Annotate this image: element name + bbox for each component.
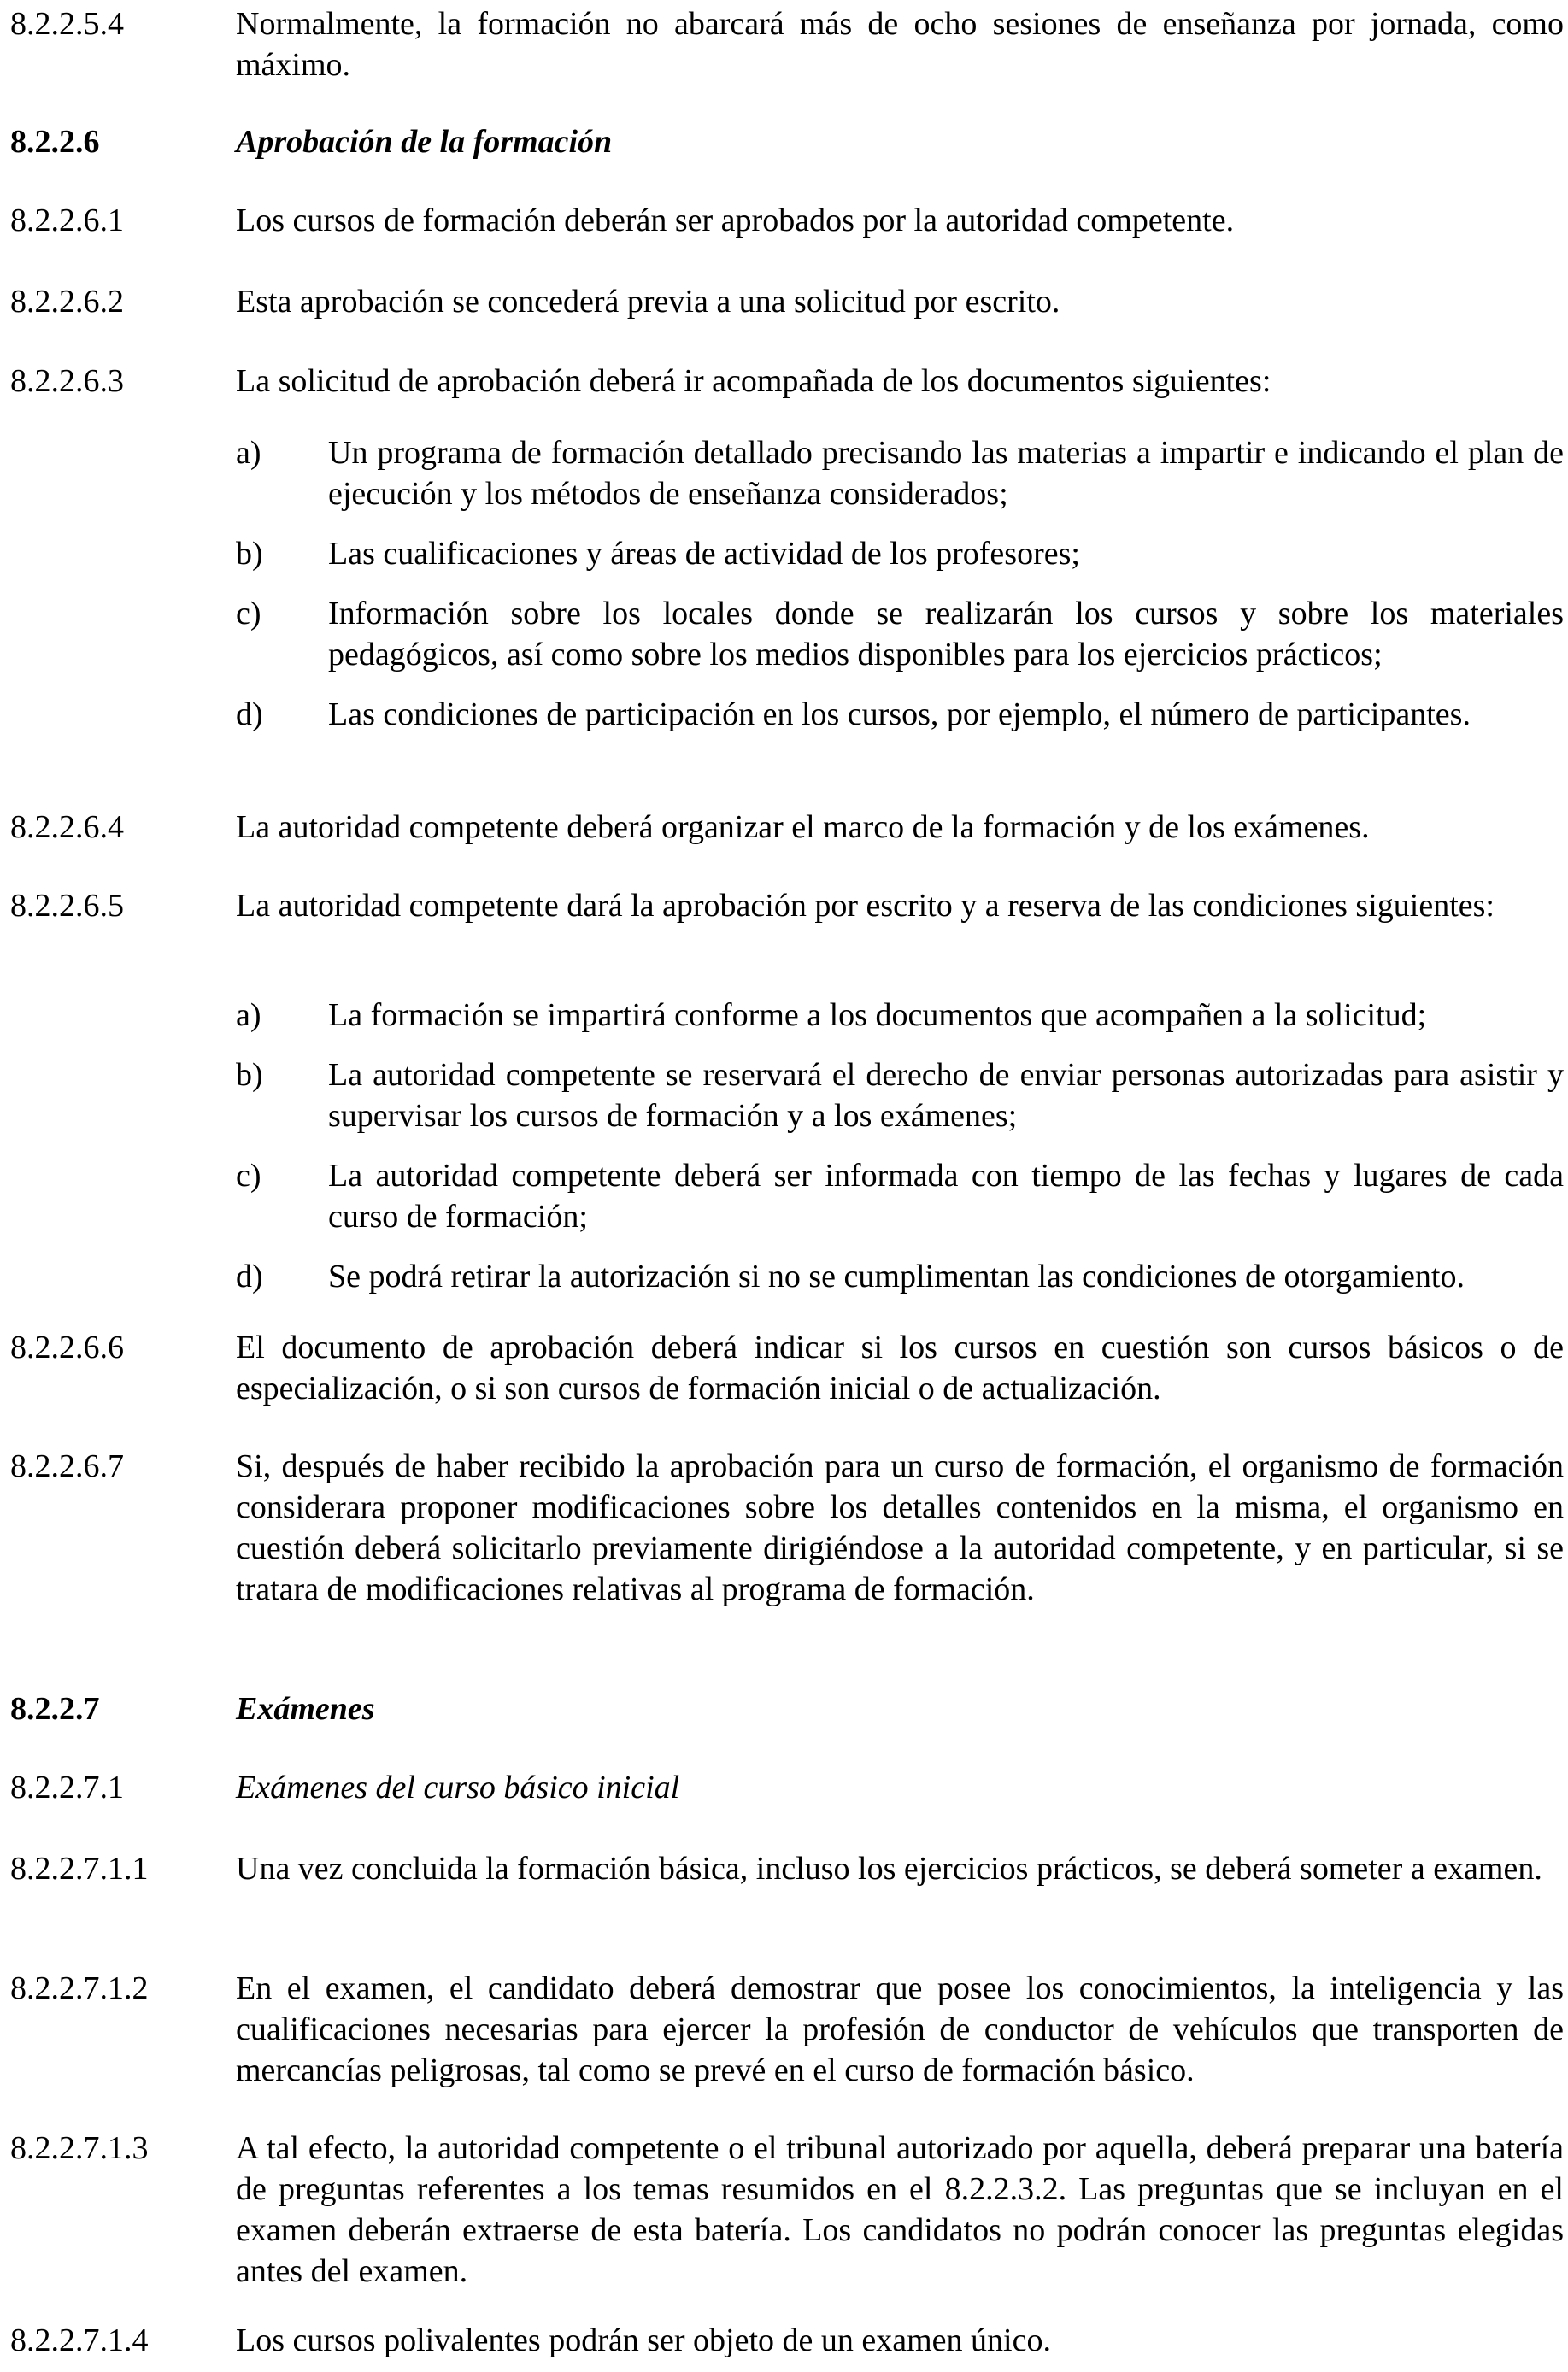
subsection-number: 8.2.2.7.1 (10, 1770, 124, 1805)
section-number: 8.2.2.6 (10, 124, 100, 160)
clause-8-2-2-6-6 (10, 1327, 1564, 1409)
clause-number: 8.2.2.6.1 (10, 203, 124, 238)
section-title: Aprobación de la formación (236, 124, 613, 160)
clause-8-2-2-6-1 (10, 200, 1564, 241)
clause-text: Los cursos polivalentes podrán ser objeto de un examen único. (236, 2322, 1051, 2358)
clause-8-2-2-6-7 (10, 1446, 1564, 1610)
section-title: Exámenes (236, 1691, 375, 1727)
clause-number: 8.2.2.7.1.4 (10, 2322, 149, 2358)
clause-8-2-2-5-4 (10, 3, 1564, 85)
clause-number: 8.2.2.6.3 (10, 363, 124, 399)
clause-text: Si, después de haber recibido la aprobación para un curso de formación, el organismo de formación considerara proponer modificaciones sobre los detalles contenidos en la misma, el organismo en cuestión deberá solicitarlo previamente dirigiéndose a la autoridad competente, y en particular, si se tratara de modificaciones relativas al programa de formación. (236, 1448, 1564, 1607)
clause-text: El documento de aprobación deberá indicar si los cursos en cuestión son cursos básicos o de especialización, o si son cursos de formación inicial o de actualización. (236, 1330, 1564, 1406)
clause-text: La autoridad competente dará la aprobación por escrito y a reserva de las condiciones siguientes: (236, 888, 1495, 924)
list-item (236, 694, 1564, 735)
clause-number: 8.2.2.5.4 (10, 6, 124, 42)
clause-number: 8.2.2.6.5 (10, 888, 124, 924)
list-item-label: d) (236, 1259, 263, 1295)
clause-8-2-2-7-1-2 (10, 1968, 1564, 2091)
list-item-text: La autoridad competente deberá ser informada con tiempo de las fechas y lugares de cada curso de formación; (328, 1158, 1564, 1235)
list-item-label: a) (236, 435, 261, 471)
subsection-heading-8-2-2-7-1 (10, 1767, 1564, 1808)
clause-text: La solicitud de aprobación deberá ir acompañada de los documentos siguientes: (236, 363, 1271, 399)
clause-number: 8.2.2.6.7 (10, 1448, 124, 1484)
list-item-text: Información sobre los locales donde se realizarán los cursos y sobre los materiales pedagógicos, así como sobre los medios disponibles para los ejercicios prácticos; (328, 596, 1564, 672)
list-item-text: Las condiciones de participación en los cursos, por ejemplo, el número de participantes. (328, 696, 1471, 732)
clause-number: 8.2.2.7.1.3 (10, 2130, 149, 2166)
clause-text: Los cursos de formación deberán ser aprobados por la autoridad competente. (236, 203, 1235, 238)
clause-8-2-2-6-5 (10, 885, 1564, 926)
list-item-label: a) (236, 997, 261, 1033)
list-item-text: Un programa de formación detallado precisando las materias a impartir e indicando el plan de ejecución y los métodos de enseñanza considerados; (328, 435, 1564, 512)
clause-number: 8.2.2.6.6 (10, 1330, 124, 1365)
list-item (236, 432, 1564, 514)
list-item (236, 995, 1564, 1036)
section-heading-8-2-2-6 (10, 121, 1564, 162)
clause-text: En el examen, el candidato deberá demostrar que posee los conocimientos, la inteligencia y las cualificaciones necesarias para ejercer la profesión de conductor de vehículos que transporten de mercancías peligrosas, tal como se prevé en el curso de formación básico. (236, 1970, 1564, 2088)
clause-8-2-2-7-1-4 (10, 2320, 1564, 2361)
clause-number: 8.2.2.6.2 (10, 284, 124, 320)
list-item-text: La formación se impartirá conforme a los documentos que acompañen a la solicitud; (328, 997, 1427, 1033)
clause-8-2-2-6-3 (10, 361, 1564, 402)
clause-number: 8.2.2.7.1.2 (10, 1970, 149, 2006)
clause-8-2-2-6-4 (10, 807, 1564, 848)
clause-text: Una vez concluida la formación básica, incluso los ejercicios prácticos, se deberá someter a examen. (236, 1851, 1542, 1887)
clause-8-2-2-7-1-1 (10, 1848, 1564, 1889)
section-heading-8-2-2-7 (10, 1688, 1564, 1729)
clause-text: La autoridad competente deberá organizar el marco de la formación y de los exámenes. (236, 809, 1370, 845)
list-item-text: Se podrá retirar la autorización si no se cumplimentan las condiciones de otorgamiento. (328, 1259, 1465, 1295)
clause-text: Normalmente, la formación no abarcará más de ocho sesiones de enseñanza por jornada, como máximo. (236, 6, 1564, 83)
list-item-text: La autoridad competente se reservará el derecho de enviar personas autorizadas para asistir y supervisar los cursos de formación y a los exámenes; (328, 1057, 1564, 1134)
list-item-label: b) (236, 1057, 263, 1093)
clause-text: A tal efecto, la autoridad competente o el tribunal autorizado por aquella, deberá preparar una batería de preguntas referentes a los temas resumidos en el 8.2.2.3.2. Las preguntas que se incluyan en el examen deberán extraerse de esta batería. Los candidatos no podrán conocer las preguntas elegidas antes del examen. (236, 2130, 1564, 2289)
clause-8-2-2-6-2 (10, 281, 1564, 322)
clause-number: 8.2.2.7.1.1 (10, 1851, 149, 1887)
list-item (236, 593, 1564, 675)
list-item-label: b) (236, 536, 263, 572)
list-item-label: c) (236, 596, 261, 631)
list-item-text: Las cualificaciones y áreas de actividad de los profesores; (328, 536, 1080, 572)
clause-8-2-2-7-1-3 (10, 2128, 1564, 2292)
list-item (236, 1054, 1564, 1136)
clause-number: 8.2.2.6.4 (10, 809, 124, 845)
list-item (236, 1256, 1564, 1297)
clause-text: Esta aprobación se concederá previa a una solicitud por escrito. (236, 284, 1060, 320)
section-number: 8.2.2.7 (10, 1691, 100, 1727)
list-item (236, 1155, 1564, 1237)
list-item (236, 533, 1564, 574)
list-item-label: c) (236, 1158, 261, 1194)
subsection-title: Exámenes del curso básico inicial (236, 1770, 680, 1805)
list-item-label: d) (236, 696, 263, 732)
